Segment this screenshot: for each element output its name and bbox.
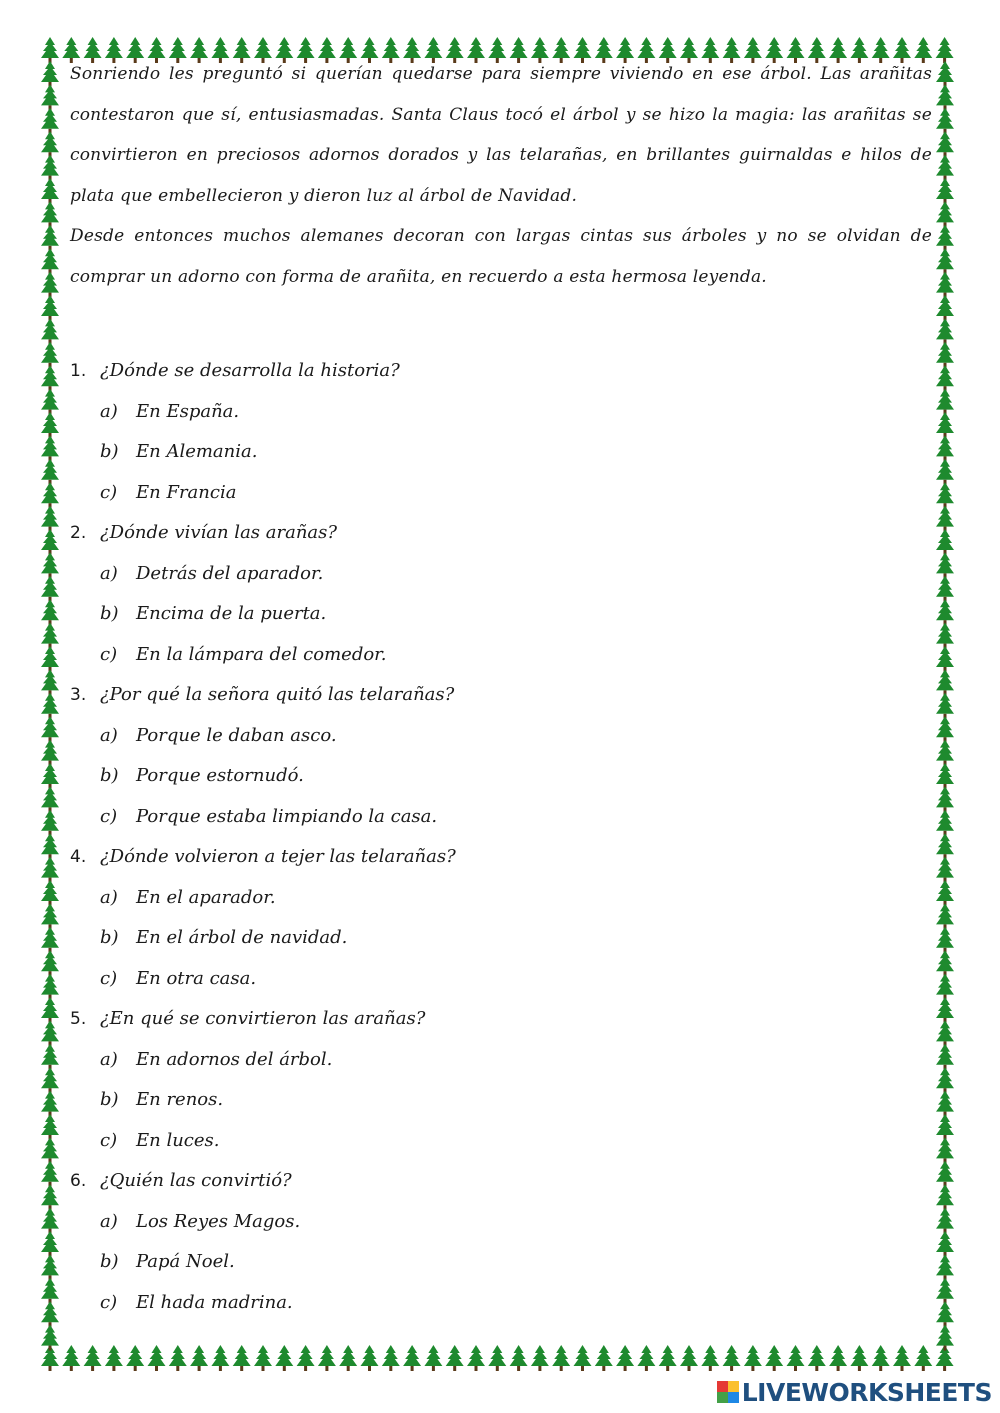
pine-tree-icon [41,716,59,742]
pine-tree-icon [41,576,59,602]
pine-tree-icon [936,412,954,438]
pine-tree-icon [41,903,59,929]
pine-tree-icon [41,318,59,344]
pine-tree-icon [936,880,954,906]
pine-tree-icon [126,1345,144,1371]
pine-tree-icon [936,646,954,672]
pine-tree-icon [936,763,954,789]
question-number: 4. [70,847,87,867]
pine-tree-icon [936,131,954,157]
pine-tree-icon [936,927,954,953]
pine-tree-icon [41,1091,59,1117]
option-text: Porque estornudó. [136,765,304,786]
pine-tree-icon [936,950,954,976]
option-letter: a) [100,400,118,422]
option-b[interactable] [70,432,932,473]
question-text: ¿Dónde vivían las arañas? [100,522,338,543]
option-text: En renos. [136,1089,224,1110]
pine-tree-icon [41,974,59,1000]
option-text: Porque estaba limpiando la casa. [136,805,438,827]
question-text: ¿Dónde volvieron a tejer las telarañas? [100,846,456,867]
pine-tree-icon [318,1345,336,1371]
pine-tree-icon [936,576,954,602]
question-number: 2. [70,523,87,543]
pine-tree-icon [41,763,59,789]
pine-tree-icon [41,529,59,555]
pine-tree-icon [936,365,954,391]
pine-tree-icon [936,599,954,625]
option-text: Los Reyes Magos. [136,1210,301,1232]
option-a[interactable] [70,716,932,757]
pine-tree-icon [936,318,954,344]
pine-tree-icon [41,927,59,953]
question-text: ¿En qué se convirtieron las arañas? [100,1008,426,1029]
option-letter: b) [100,1089,119,1110]
pine-tree-icon [936,435,954,461]
option-letter: c) [100,1129,118,1151]
pine-tree-icon [936,108,954,134]
pine-tree-icon [744,1345,762,1371]
pine-tree-icon [41,84,59,110]
question-number: 6. [70,1171,87,1191]
pine-tree-icon [403,1345,421,1371]
pine-tree-icon [41,857,59,883]
pine-tree-icon [41,1231,59,1257]
pine-tree-icon [510,1345,528,1371]
pine-tree-icon [936,342,954,368]
option-text: Detrás del aparador. [136,562,324,584]
pine-tree-icon [936,857,954,883]
pine-tree-icon [787,1345,805,1371]
option-text: En el aparador. [136,886,276,908]
pine-tree-icon [41,1067,59,1093]
question-4 [70,837,932,999]
question-number: 3. [70,685,87,705]
pine-tree-icon [233,1345,251,1371]
option-b[interactable] [70,756,932,797]
pine-tree-icon [936,1301,954,1327]
pine-tree-icon [41,435,59,461]
pine-tree-icon [936,178,954,204]
pine-tree-icon [936,997,954,1023]
pine-tree-icon [872,1345,890,1371]
option-letter: a) [100,724,118,746]
pine-tree-icon [936,1137,954,1163]
pine-tree-icon [41,740,59,766]
option-c[interactable] [70,1283,932,1324]
pine-tree-icon [936,716,954,742]
option-letter: b) [100,765,119,786]
pine-tree-icon [41,201,59,227]
pine-tree-icon [41,1161,59,1187]
pine-tree-icon [41,810,59,836]
pine-tree-icon [936,389,954,415]
pine-tree-icon [680,1345,698,1371]
question-5 [70,999,932,1161]
logo-text: LIVEWORKSHEETS [741,1377,992,1407]
pine-tree-icon [41,37,59,63]
option-text: En luces. [136,1129,220,1151]
pine-tree-icon [148,1345,166,1371]
pine-tree-icon [41,295,59,321]
pine-tree-icon [41,599,59,625]
pine-tree-icon [41,389,59,415]
pine-tree-icon [552,1345,570,1371]
pine-tree-icon [105,1345,123,1371]
option-letter: b) [100,441,119,462]
liveworksheets-logo[interactable] [717,1377,992,1407]
option-letter: a) [100,1048,118,1070]
option-letter: c) [100,643,118,665]
pine-tree-icon [936,810,954,836]
option-a[interactable] [70,878,932,919]
option-text: En Francia [136,481,237,503]
option-text: En el árbol de navidad. [136,927,348,948]
pine-tree-icon [936,459,954,485]
option-text: Encima de la puerta. [136,603,327,624]
pine-tree-icon [936,201,954,227]
story-text [70,54,932,297]
option-letter: a) [100,1210,118,1232]
option-c[interactable] [70,959,932,1000]
pine-tree-icon [936,552,954,578]
pine-tree-icon [893,1345,911,1371]
pine-tree-icon [936,1067,954,1093]
pine-tree-icon [41,669,59,695]
pine-tree-icon [808,1345,826,1371]
question-6 [70,1161,932,1323]
pine-tree-icon [424,1345,442,1371]
pine-tree-icon [936,1254,954,1280]
option-c[interactable] [70,1121,932,1162]
pine-tree-icon [41,506,59,532]
pine-tree-icon [936,693,954,719]
option-b[interactable] [70,594,932,635]
pine-tree-icon [936,740,954,766]
pine-tree-icon [41,1137,59,1163]
question-text: ¿Quién las convirtió? [100,1170,292,1191]
pine-tree-icon [41,1278,59,1304]
pine-tree-icon [936,272,954,298]
pine-tree-icon [41,833,59,859]
option-letter: b) [100,927,119,948]
pine-tree-icon [190,1345,208,1371]
pine-tree-icon [936,1091,954,1117]
pine-tree-icon [936,506,954,532]
option-letter: c) [100,967,118,989]
pine-tree-icon [41,248,59,274]
pine-tree-icon [41,1254,59,1280]
question-1 [70,351,932,513]
pine-tree-icon [616,1345,634,1371]
pine-tree-icon [574,1345,592,1371]
pine-tree-icon [275,1345,293,1371]
option-a[interactable] [70,392,932,433]
pine-tree-icon [361,1345,379,1371]
pine-tree-icon [936,623,954,649]
pine-tree-icon [936,1278,954,1304]
pine-tree-icon [41,1301,59,1327]
pine-tree-icon [936,225,954,251]
pine-tree-icon [765,1345,783,1371]
option-text: En otra casa. [136,967,257,989]
pine-tree-icon [382,1345,400,1371]
pine-tree-icon [41,1020,59,1046]
pine-tree-icon [936,1325,954,1351]
pine-tree-icon [41,482,59,508]
option-letter: a) [100,562,118,584]
pine-tree-icon [41,1114,59,1140]
pine-tree-icon [936,974,954,1000]
pine-tree-icon [936,1208,954,1234]
option-text: En adornos del árbol. [136,1048,333,1070]
pine-tree-icon [936,903,954,929]
pine-tree-icon [936,248,954,274]
pine-tree-icon [41,1184,59,1210]
pine-tree-icon [41,225,59,251]
option-text: En la lámpara del comedor. [136,643,387,665]
pine-tree-icon [41,178,59,204]
option-letter: c) [100,481,118,503]
pine-tree-icon [339,1345,357,1371]
pine-tree-icon [637,1345,655,1371]
pine-tree-icon [41,272,59,298]
question-number: 1. [70,361,87,381]
pine-tree-icon [41,623,59,649]
pine-tree-icon [84,1345,102,1371]
pine-tree-icon [446,1345,464,1371]
pine-tree-icon [936,833,954,859]
pine-tree-icon [701,1345,719,1371]
questions-list [70,351,932,1323]
pine-tree-icon [254,1345,272,1371]
pine-tree-icon [829,1345,847,1371]
pine-tree-icon [41,786,59,812]
pine-tree-icon [41,1208,59,1234]
pine-tree-icon [41,61,59,87]
pine-tree-icon [41,365,59,391]
pine-tree-icon [41,1044,59,1070]
pine-tree-icon [41,131,59,157]
pine-tree-icon [723,1345,741,1371]
option-b[interactable] [70,918,932,959]
option-letter: b) [100,603,119,624]
pine-tree-icon [936,61,954,87]
pine-tree-icon [936,295,954,321]
pine-tree-icon [595,1345,613,1371]
option-letter: a) [100,886,118,908]
worksheet-content [70,54,932,1323]
option-letter: b) [100,1251,119,1272]
question-2 [70,513,932,675]
option-c[interactable] [70,797,932,838]
pine-tree-icon [41,646,59,672]
pine-tree-icon [936,1114,954,1140]
option-b[interactable] [70,1242,932,1283]
option-text: Porque le daban asco. [136,724,337,746]
question-3 [70,675,932,837]
pine-tree-icon [936,37,954,63]
option-c[interactable] [70,635,932,676]
pine-tree-icon [936,84,954,110]
pine-tree-icon [936,669,954,695]
option-a[interactable] [70,1202,932,1243]
pine-tree-icon [936,1231,954,1257]
liveworksheets-logo-icon [717,1381,739,1403]
option-a[interactable] [70,554,932,595]
option-text: En España. [136,400,240,422]
pine-tree-icon [41,880,59,906]
pine-tree-icon [488,1345,506,1371]
story-paragraph-1: Sonriendo les preguntó si querían quedarse para siempre viviendo en ese árbol. Las arañitas contestaron que sí, entusiasmadas. Santa Claus tocó el árbol y se hizo la magia: las arañitas se convirtieron en preciosos adornos dorados y las telarañas, en brillantes guirnaldas e hilos de plata que embellecieron y dieron luz al árbol de Navidad. [70,64,932,206]
pine-tree-icon [467,1345,485,1371]
pine-tree-icon [41,108,59,134]
pine-tree-icon [936,1044,954,1070]
pine-tree-icon [41,552,59,578]
pine-tree-icon [531,1345,549,1371]
pine-tree-icon [41,1325,59,1351]
pine-tree-icon [936,529,954,555]
question-text: ¿Por qué la señora quitó las telarañas? [100,684,455,705]
option-letter: c) [100,1291,118,1313]
pine-tree-icon [41,997,59,1023]
pine-tree-icon [41,412,59,438]
pine-tree-icon [62,1345,80,1371]
story-paragraph-2: Desde entonces muchos alemanes decoran con largas cintas sus árboles y no se olvidan de comprar un adorno con forma de arañita, en recuerdo a esta hermosa leyenda. [70,226,932,287]
pine-tree-icon [936,155,954,181]
pine-tree-icon [41,459,59,485]
question-text: ¿Dónde se desarrolla la historia? [100,360,400,381]
pine-tree-icon [936,786,954,812]
option-text: El hada madrina. [136,1291,293,1313]
pine-tree-icon [850,1345,868,1371]
option-b[interactable] [70,1080,932,1121]
option-a[interactable] [70,1040,932,1081]
pine-tree-icon [41,950,59,976]
pine-tree-icon [41,155,59,181]
pine-tree-icon [169,1345,187,1371]
pine-tree-icon [936,482,954,508]
pine-tree-icon [211,1345,229,1371]
pine-tree-icon [914,1345,932,1371]
option-text: En Alemania. [136,441,258,462]
pine-tree-icon [659,1345,677,1371]
pine-tree-icon [41,342,59,368]
pine-tree-icon [936,1020,954,1046]
pine-tree-icon [936,1184,954,1210]
pine-tree-icon [936,1161,954,1187]
option-letter: c) [100,805,118,827]
option-text: Papá Noel. [136,1251,235,1272]
pine-tree-icon [41,693,59,719]
question-number: 5. [70,1009,87,1029]
option-c[interactable] [70,473,932,514]
pine-tree-icon [297,1345,315,1371]
